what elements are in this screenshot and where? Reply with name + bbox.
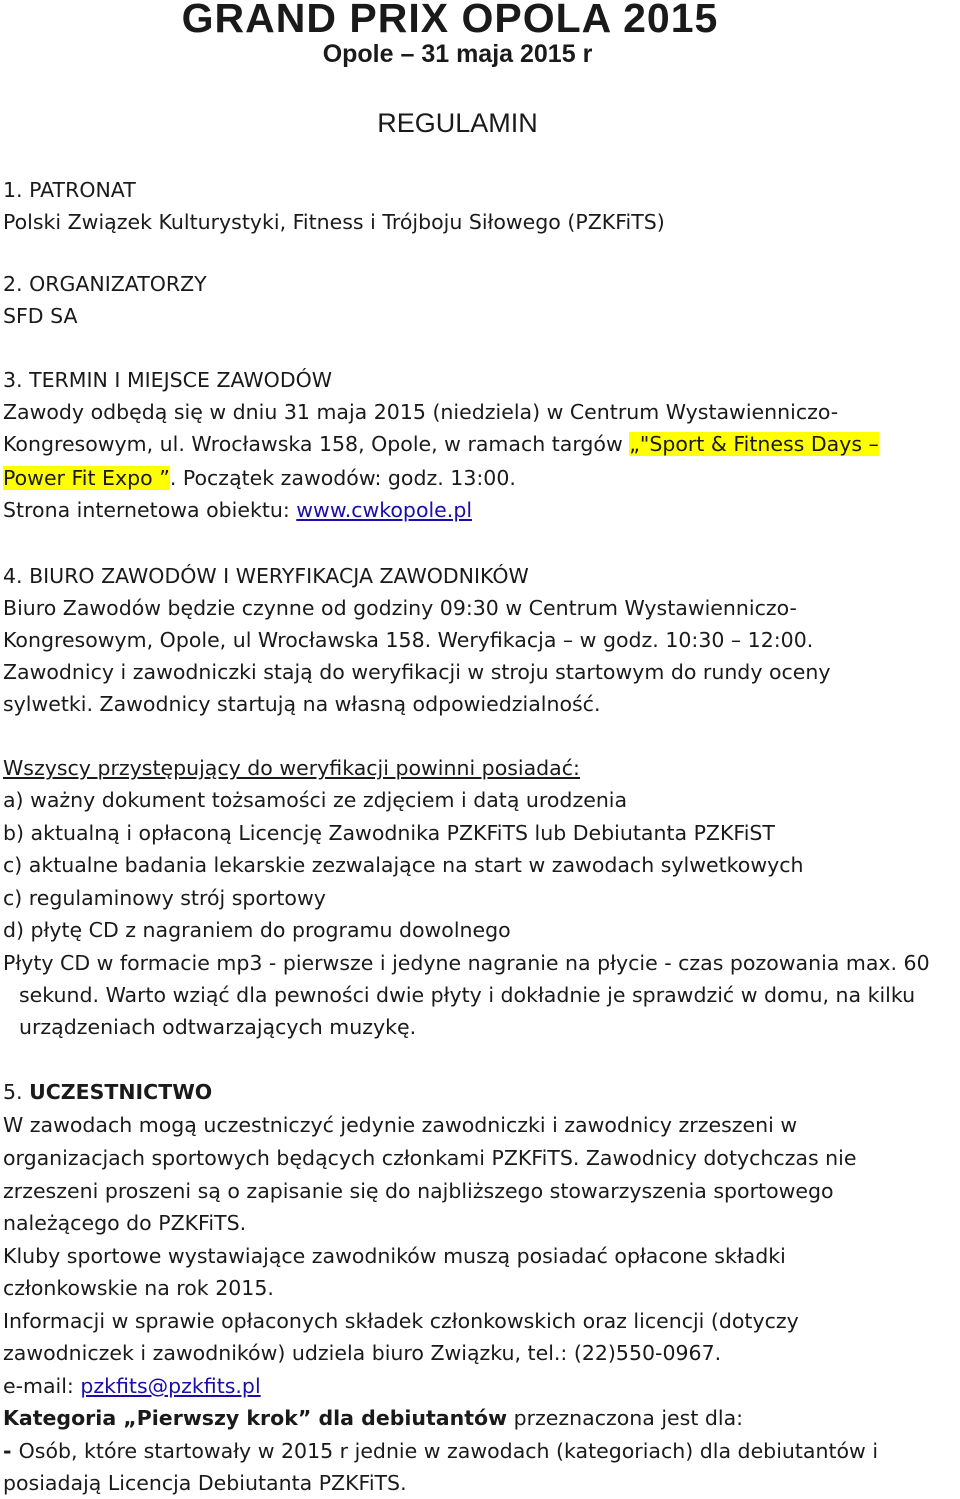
eligibility-bullet: - bbox=[3, 1439, 19, 1463]
eligibility-line-2: posiadają Licencja Debiutanta PZKFiTS. bbox=[3, 1471, 407, 1495]
category-desc: przeznaczona jest dla: bbox=[507, 1406, 744, 1430]
category-line bbox=[3, 1402, 743, 1434]
section-5-line-7: Informacji w sprawie opłaconych składek członkowskich oraz licencji (dotyczy bbox=[3, 1309, 799, 1333]
section-1-heading: 1. PATRONAT bbox=[3, 178, 136, 202]
section-2-heading: 2. ORGANIZATORZY bbox=[3, 272, 207, 296]
section-5-title: UCZESTNICTWO bbox=[29, 1080, 213, 1104]
website-label: Strona internetowa obiektu: bbox=[3, 498, 297, 522]
regulamin-heading: REGULAMIN bbox=[377, 108, 538, 138]
requirement-d: d) płytę CD z nagraniem do programu dowolnego bbox=[3, 918, 511, 942]
eligibility-line-1 bbox=[3, 1435, 878, 1467]
category-name: Kategoria „Pierwszy krok” dla debiutantów bbox=[3, 1406, 508, 1430]
page-title: GRAND PRIX OPOLA 2015 bbox=[181, 0, 719, 41]
requirement-c2: c) regulaminowy strój sportowy bbox=[3, 886, 326, 910]
section-4-line-1: Biuro Zawodów będzie czynne od godziny 09:30 w Centrum Wystawienniczo- bbox=[3, 596, 797, 620]
requirements-heading: Wszyscy przystępujący do weryfikacji powinni posiadać: bbox=[3, 756, 580, 780]
section-3-heading: 3. TERMIN I MIEJSCE ZAWODÓW bbox=[3, 368, 333, 392]
section-2-text: SFD SA bbox=[3, 304, 78, 328]
email-link[interactable]: pzkfits@pzkfits.pl bbox=[80, 1374, 261, 1398]
event-name-highlight: „"Sport & Fitness Days – bbox=[629, 432, 879, 456]
section-5-number: 5. bbox=[3, 1080, 30, 1104]
section-3-line-2-text: Kongresowym, ul. Wrocławska 158, Opole, w ramach targów bbox=[3, 432, 630, 456]
start-time-text: . Początek zawodów: godz. 13:00. bbox=[169, 466, 516, 490]
requirement-c1: c) aktualne badania lekarskie zezwalające na start w zawodach sylwetkowych bbox=[3, 853, 804, 877]
page-subtitle: Opole – 31 maja 2015 r bbox=[322, 40, 593, 68]
section-5-line-8: zawodniczek i zawodników) udziela biuro Związku, tel.: (22)550-0967. bbox=[3, 1341, 722, 1365]
cd-info-line-3: urządzeniach odtwarzających muzykę. bbox=[19, 1015, 417, 1039]
section-5-line-3: zrzeszeni proszeni są o zapisanie się do najbliższego stowarzyszenia sportowego bbox=[3, 1179, 834, 1203]
section-5-line-2: organizacjach sportowych będących członkami PZKFiTS. Zawodnicy dotychczas nie bbox=[3, 1146, 857, 1170]
event-name-highlight-cont: Power Fit Expo ” bbox=[3, 466, 170, 490]
section-5-line-4: należącego do PZKFiTS. bbox=[3, 1211, 247, 1235]
section-5-heading bbox=[3, 1076, 212, 1108]
section-4-line-2: Kongresowym, Opole, ul Wrocławska 158. Weryfikacja – w godz. 10:30 – 12:00. bbox=[3, 628, 814, 652]
requirement-a: a) ważny dokument tożsamości ze zdjęciem i datą urodzenia bbox=[3, 788, 628, 812]
section-4-line-3: Zawodnicy i zawodniczki stają do weryfikacji w stroju startowym do rundy oceny bbox=[3, 660, 831, 684]
section-1-text: Polski Związek Kulturystyki, Fitness i Trójboju Siłowego (PZKFiTS) bbox=[3, 210, 665, 234]
section-5-line-6: członkowskie na rok 2015. bbox=[3, 1276, 274, 1300]
section-4-heading: 4. BIURO ZAWODÓW I WERYFIKACJA ZAWODNIKÓW bbox=[3, 564, 529, 588]
section-5-line-5: Kluby sportowe wystawiające zawodników muszą posiadać opłacone składki bbox=[3, 1244, 786, 1268]
requirement-b: b) aktualną i opłaconą Licencję Zawodnika PZKFiTS lub Debiutanta PZKFiST bbox=[3, 821, 775, 845]
website-link[interactable]: www.cwkopole.pl bbox=[296, 498, 473, 522]
section-4-line-4: sylwetki. Zawodnicy startują na własną odpowiedzialność. bbox=[3, 692, 601, 716]
section-5-line-1: W zawodach mogą uczestniczyć jedynie zawodniczki i zawodnicy zrzeszeni w bbox=[3, 1113, 798, 1137]
section-3-line-2 bbox=[3, 428, 879, 460]
section-3-line-3 bbox=[3, 462, 516, 494]
eligibility-text: Osób, które startowały w 2015 r jednie w zawodach (kategoriach) dla debiutantów i bbox=[18, 1439, 879, 1463]
cd-info-line-2: sekund. Warto wziąć dla pewności dwie płyty i dokładnie je sprawdzić w domu, na kilku bbox=[19, 983, 916, 1007]
email-label: e-mail: bbox=[3, 1374, 81, 1398]
section-3-line-4 bbox=[3, 494, 472, 526]
email-line bbox=[3, 1370, 261, 1402]
cd-info-line-1: Płyty CD w formacie mp3 - pierwsze i jedyne nagranie na płycie - czas pozowania max. 60 bbox=[3, 951, 930, 975]
section-3-line-1: Zawody odbędą się w dniu 31 maja 2015 (niedziela) w Centrum Wystawienniczo- bbox=[3, 400, 839, 424]
